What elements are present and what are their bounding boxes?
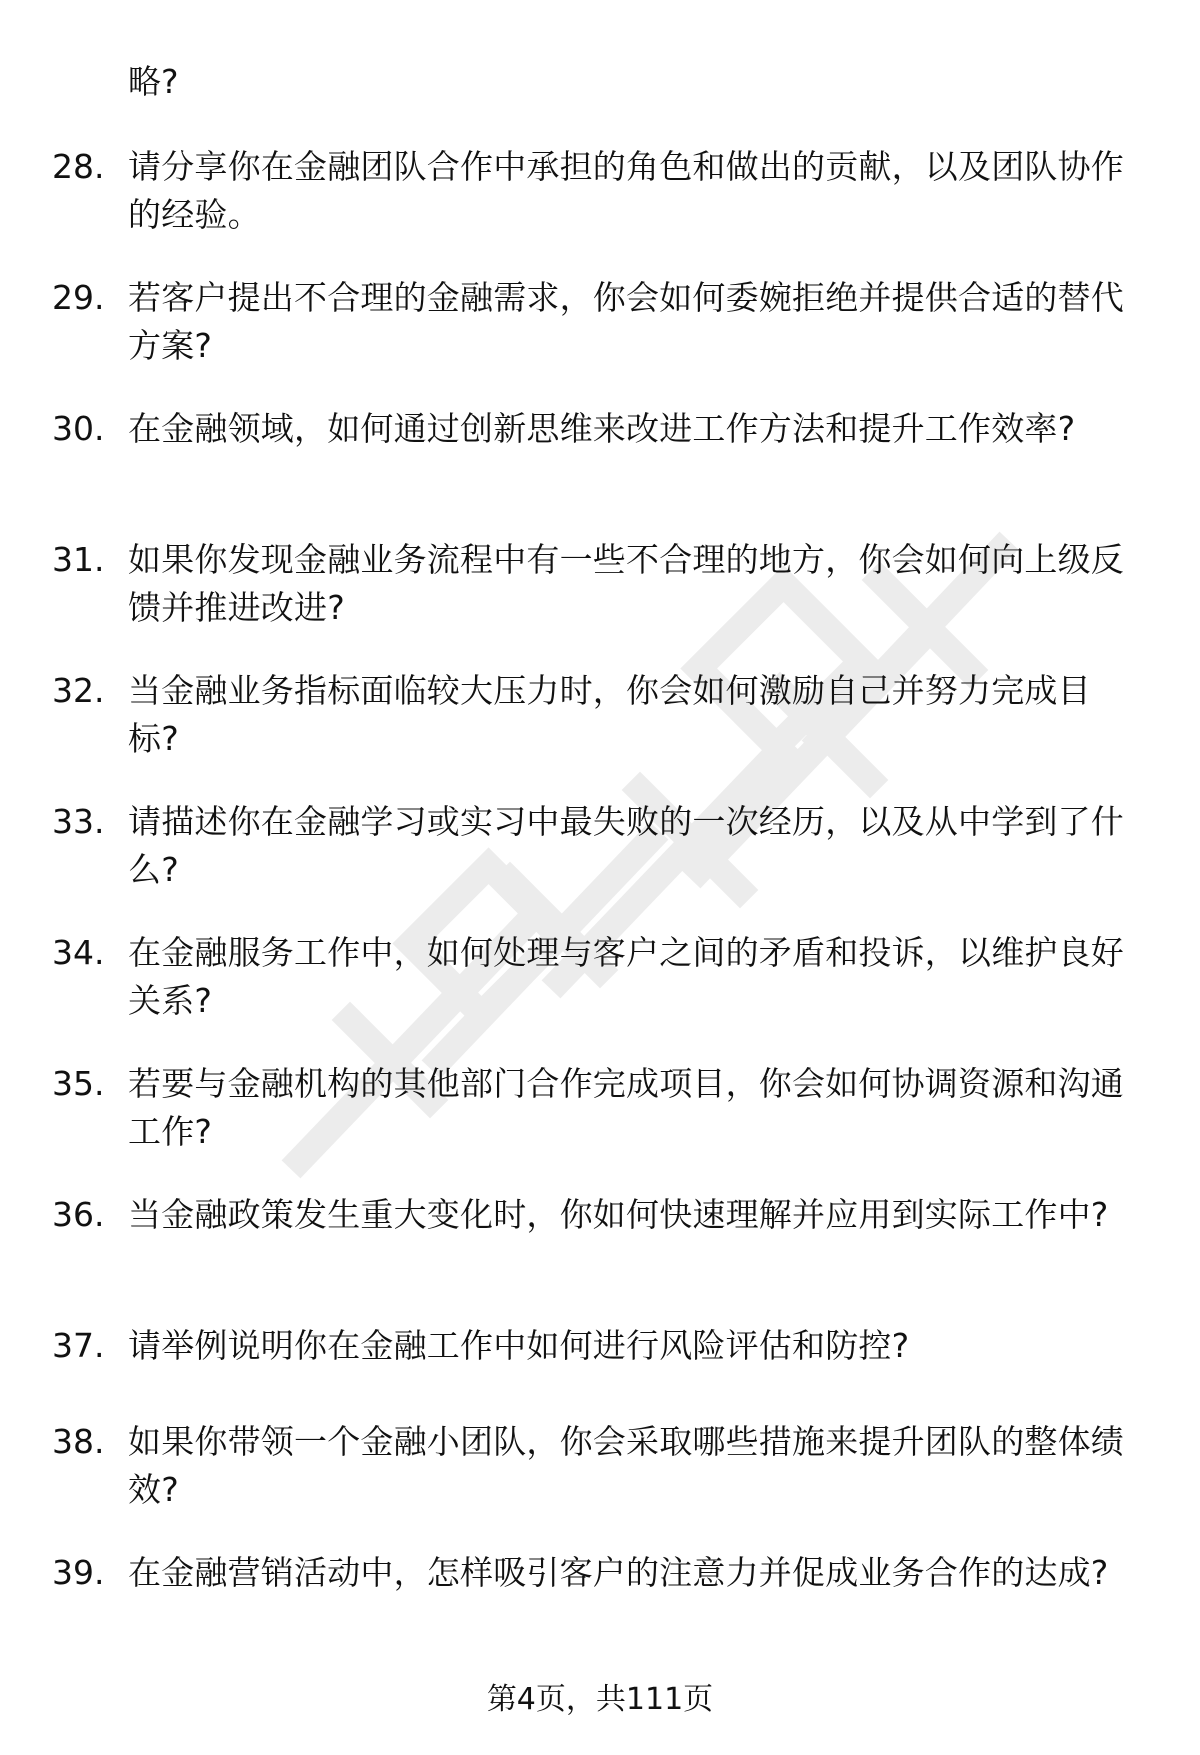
question-text: 在金融领域，如何通过创新思维来改进工作方法和提升工作效率? — [128, 409, 1076, 448]
question-item — [0, 274, 1200, 405]
question-text: 请举例说明你在金融工作中如何进行风险评估和防控? — [128, 1326, 910, 1365]
question-text: 如果你带领一个金融小团队，你会采取哪些措施来提升团队的整体绩效? — [128, 1422, 1124, 1509]
question-item — [0, 1418, 1200, 1549]
question-text: 当金融业务指标面临较大压力时，你会如何激励自己并努力完成目标? — [128, 671, 1091, 758]
question-item — [0, 536, 1200, 667]
question-text: 在金融营销活动中，怎样吸引客户的注意力并促成业务合作的达成? — [128, 1553, 1109, 1592]
question-number: 37. — [52, 1326, 105, 1365]
question-text: 如果你发现金融业务流程中有一些不合理的地方，你会如何向上级反馈并推进改进? — [128, 540, 1124, 627]
question-text: 若客户提出不合理的金融需求，你会如何委婉拒绝并提供合适的替代方案? — [128, 278, 1124, 365]
question-number: 28. — [52, 147, 105, 186]
question-number: 32. — [52, 671, 105, 710]
question-text: 请描述你在金融学习或实习中最失败的一次经历，以及从中学到了什么? — [128, 802, 1124, 889]
question-item — [0, 929, 1200, 1060]
question-item — [0, 1060, 1200, 1191]
question-item — [0, 1191, 1200, 1322]
question-text: 请分享你在金融团队合作中承担的角色和做出的贡献，以及团队协作的经验。 — [128, 147, 1124, 234]
question-number: 34. — [52, 933, 105, 972]
page-footer: 第4页，共111页 — [486, 1682, 714, 1717]
question-number: 29. — [52, 278, 105, 317]
question-text: 在金融服务工作中，如何处理与客户之间的矛盾和投诉，以维护良好关系? — [128, 933, 1124, 1020]
question-item — [0, 1549, 1200, 1680]
question-text: 当金融政策发生重大变化时，你如何快速理解并应用到实际工作中? — [128, 1195, 1109, 1234]
question-item — [0, 667, 1200, 798]
question-item — [0, 143, 1200, 274]
question-number: 35. — [52, 1064, 105, 1103]
question-number: 36. — [52, 1195, 105, 1234]
question-text: 若要与金融机构的其他部门合作完成项目，你会如何协调资源和沟通工作? — [128, 1064, 1124, 1151]
question-list — [0, 143, 1200, 1680]
question-item — [0, 798, 1200, 929]
question-item — [0, 1322, 1200, 1418]
question-item — [0, 405, 1200, 536]
question-number: 33. — [52, 802, 105, 841]
question-number: 38. — [52, 1422, 105, 1461]
question-number: 31. — [52, 540, 105, 579]
question-number: 30. — [52, 409, 105, 448]
question-number: 39. — [52, 1553, 105, 1592]
continued-question-tail: 略? — [128, 62, 179, 101]
